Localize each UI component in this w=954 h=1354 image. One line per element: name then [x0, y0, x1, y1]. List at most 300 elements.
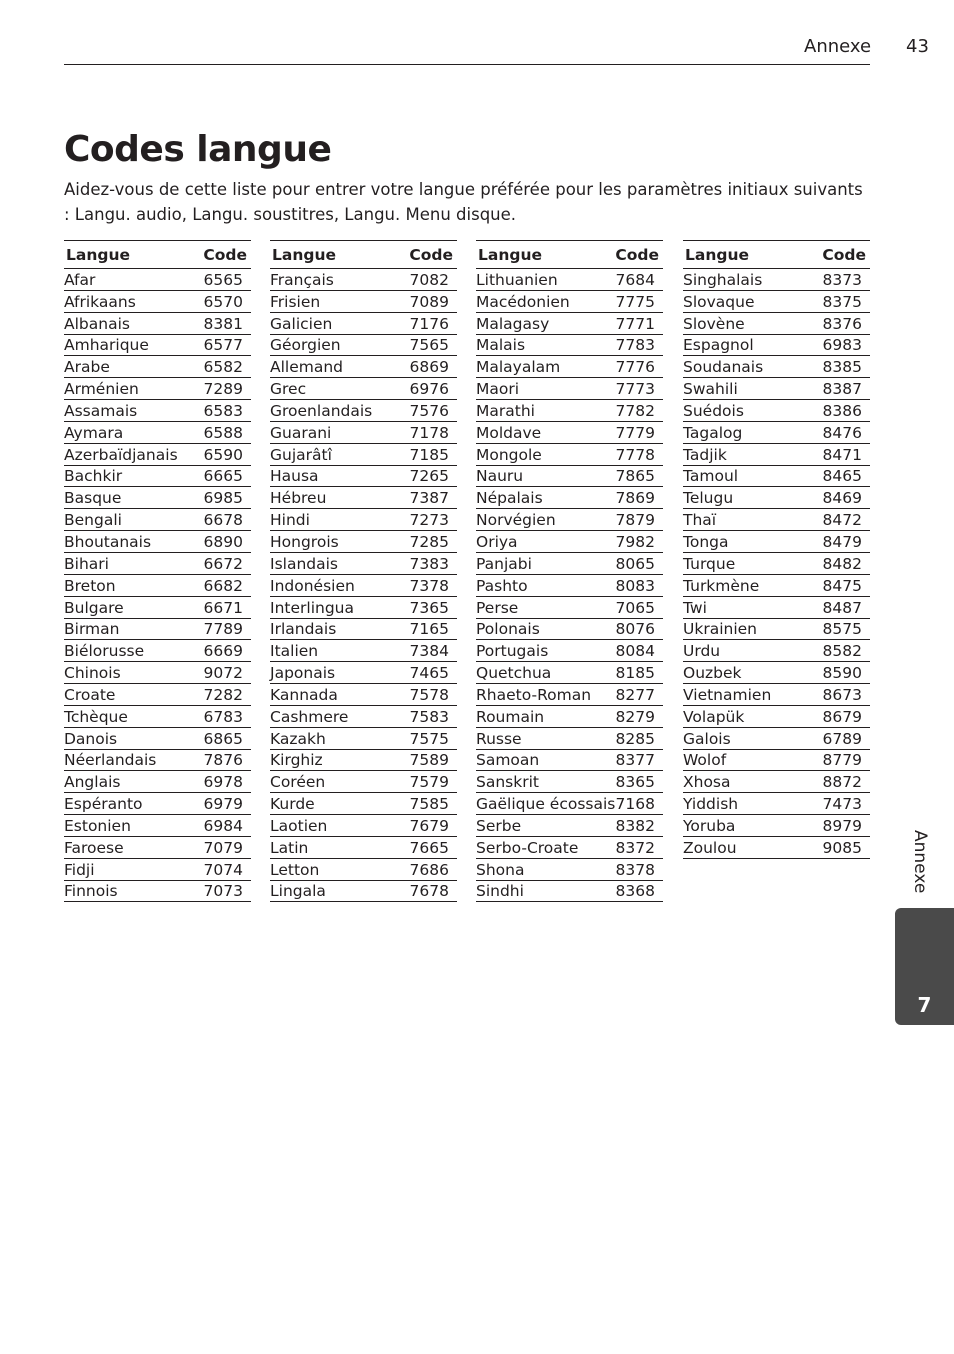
table-row — [270, 422, 457, 444]
language-code: 8375 — [822, 292, 862, 311]
language-name: Volapük — [683, 707, 745, 726]
table-row — [476, 269, 663, 291]
language-code: 7585 — [409, 795, 449, 814]
language-name: Assamais — [64, 401, 138, 420]
language-name: Guarani — [270, 423, 332, 442]
language-code: 6570 — [203, 292, 243, 311]
table-row — [476, 422, 663, 444]
table-row — [476, 313, 663, 335]
language-code: 7575 — [409, 729, 449, 748]
language-name: Hébreu — [270, 489, 327, 508]
table-row — [64, 378, 251, 400]
language-name: Maori — [476, 380, 520, 399]
language-name: Laotien — [270, 816, 328, 835]
language-name: Arménien — [64, 380, 139, 399]
language-code: 7583 — [409, 707, 449, 726]
table-row — [64, 684, 251, 706]
table-row — [683, 728, 870, 750]
table-row — [64, 487, 251, 509]
language-name: Kazakh — [270, 729, 326, 748]
language-name: Espéranto — [64, 795, 143, 814]
table-header — [64, 240, 251, 269]
language-name: Gaëlique écossais — [476, 795, 616, 814]
language-code: 7869 — [615, 489, 655, 508]
language-code: 7776 — [615, 358, 655, 377]
language-name: Danois — [64, 729, 118, 748]
table-row — [683, 466, 870, 488]
language-code: 8386 — [822, 401, 862, 420]
language-code: 8673 — [822, 685, 862, 704]
language-code: 6577 — [203, 336, 243, 355]
language-code: 6665 — [203, 467, 243, 486]
language-code: 7679 — [409, 816, 449, 835]
language-code: 7473 — [822, 795, 862, 814]
language-code: 8479 — [822, 532, 862, 551]
table-row — [64, 356, 251, 378]
language-name: Biélorusse — [64, 642, 145, 661]
language-code: 7265 — [409, 467, 449, 486]
table-row — [683, 793, 870, 815]
language-code: 6583 — [203, 401, 243, 420]
table-row — [476, 291, 663, 313]
language-name: Portugais — [476, 642, 549, 661]
language-name: Breton — [64, 576, 116, 595]
language-code: 8382 — [615, 816, 655, 835]
table-row — [476, 815, 663, 837]
language-code: 6789 — [822, 729, 862, 748]
language-code: 9085 — [822, 838, 862, 857]
language-code: 8279 — [615, 707, 655, 726]
language-name: Lingala — [270, 882, 326, 901]
language-name: Mongole — [476, 445, 542, 464]
language-code: 7778 — [615, 445, 655, 464]
language-code: 6678 — [203, 511, 243, 530]
language-name: Allemand — [270, 358, 344, 377]
language-name: Cashmere — [270, 707, 349, 726]
language-name: Tagalog — [683, 423, 743, 442]
language-code: 8365 — [615, 773, 655, 792]
table-row — [476, 378, 663, 400]
language-code: 7879 — [615, 511, 655, 530]
language-code: 7079 — [203, 838, 243, 857]
intro-paragraph: Aidez-vous de cette liste pour entrer votre langue préférée pour les paramètres initiaux suivants : Langu. audio, Langu. soustitres, Langu. Menu disque. — [64, 180, 863, 224]
language-name: Norvégien — [476, 511, 556, 530]
language-name: Bengali — [64, 511, 122, 530]
language-table — [683, 240, 870, 859]
language-code: 7378 — [409, 576, 449, 595]
table-row — [64, 771, 251, 793]
table-row — [476, 750, 663, 772]
language-code: 6976 — [409, 380, 449, 399]
language-name: Aymara — [64, 423, 124, 442]
language-name: Hongrois — [270, 532, 339, 551]
table-row — [64, 335, 251, 357]
table-row — [270, 662, 457, 684]
table-row — [270, 815, 457, 837]
language-name: Italien — [270, 642, 319, 661]
table-row — [476, 597, 663, 619]
language-code: 7465 — [409, 664, 449, 683]
language-name: Japonais — [270, 664, 336, 683]
language-name: Lithuanien — [476, 270, 558, 289]
table-row — [270, 706, 457, 728]
column-header-language: Langue — [66, 245, 131, 264]
language-name: Roumain — [476, 707, 545, 726]
language-code: 8368 — [615, 882, 655, 901]
language-code: 7783 — [615, 336, 655, 355]
language-code: 8277 — [615, 685, 655, 704]
language-code: 6783 — [203, 707, 243, 726]
language-name: Ouzbek — [683, 664, 742, 683]
language-code: 7082 — [409, 270, 449, 289]
table-row — [476, 509, 663, 531]
table-row — [683, 444, 870, 466]
language-name: Kirghiz — [270, 751, 323, 770]
language-name: Faroese — [64, 838, 124, 857]
page-number: 43 — [906, 36, 929, 57]
language-code: 7982 — [615, 532, 655, 551]
language-name: Kannada — [270, 685, 338, 704]
language-code: 8979 — [822, 816, 862, 835]
language-name: Latin — [270, 838, 309, 857]
table-row — [683, 575, 870, 597]
table-row — [64, 269, 251, 291]
column-header-code: Code — [409, 245, 453, 264]
language-name: Hindi — [270, 511, 310, 530]
table-row — [270, 509, 457, 531]
language-name: Bhoutanais — [64, 532, 152, 551]
language-name: Finnois — [64, 882, 118, 901]
language-code: 8381 — [203, 314, 243, 333]
language-code: 7684 — [615, 270, 655, 289]
table-row — [270, 313, 457, 335]
table-row — [476, 553, 663, 575]
language-code: 7565 — [409, 336, 449, 355]
language-name: Panjabi — [476, 554, 532, 573]
table-row — [64, 640, 251, 662]
language-code: 6984 — [203, 816, 243, 835]
table-row — [476, 531, 663, 553]
language-name: Arabe — [64, 358, 110, 377]
language-code: 7789 — [203, 620, 243, 639]
language-code: 6682 — [203, 576, 243, 595]
table-row — [64, 793, 251, 815]
table-row — [270, 335, 457, 357]
language-name: Wolof — [683, 751, 727, 770]
table-row — [683, 356, 870, 378]
language-name: Serbo-Croate — [476, 838, 579, 857]
language-name: Bulgare — [64, 598, 124, 617]
language-code: 8471 — [822, 445, 862, 464]
page-title: Codes langue — [64, 129, 332, 170]
table-row — [64, 553, 251, 575]
table-row — [64, 466, 251, 488]
language-code: 8377 — [615, 751, 655, 770]
language-name: Islandais — [270, 554, 338, 573]
language-name: Macédonien — [476, 292, 570, 311]
language-code: 8582 — [822, 642, 862, 661]
language-name: Français — [270, 270, 334, 289]
table-row — [64, 291, 251, 313]
table-row — [270, 684, 457, 706]
table-row — [476, 837, 663, 859]
language-name: Bihari — [64, 554, 109, 573]
table-row — [683, 662, 870, 684]
language-name: Singhalais — [683, 270, 763, 289]
table-row — [683, 422, 870, 444]
language-name: Slovène — [683, 314, 745, 333]
language-code: 6582 — [203, 358, 243, 377]
language-name: Interlingua — [270, 598, 354, 617]
language-name: Soudanais — [683, 358, 764, 377]
language-name: Telugu — [683, 489, 734, 508]
language-name: Espagnol — [683, 336, 754, 355]
table-row — [476, 728, 663, 750]
table-row — [270, 531, 457, 553]
language-name: Polonais — [476, 620, 540, 639]
table-row — [476, 793, 663, 815]
language-name: Zoulou — [683, 838, 737, 857]
language-code: 8679 — [822, 707, 862, 726]
language-code: 8482 — [822, 554, 862, 573]
language-code: 8487 — [822, 598, 862, 617]
language-code: 7773 — [615, 380, 655, 399]
table-row — [683, 750, 870, 772]
language-code: 6565 — [203, 270, 243, 289]
language-name: Twi — [683, 598, 707, 617]
table-row — [476, 575, 663, 597]
language-name: Swahili — [683, 380, 738, 399]
language-name: Basque — [64, 489, 122, 508]
language-name: Frisien — [270, 292, 321, 311]
table-row — [64, 597, 251, 619]
table-row — [683, 619, 870, 641]
language-code: 7686 — [409, 860, 449, 879]
language-code: 7089 — [409, 292, 449, 311]
language-name: Tonga — [683, 532, 729, 551]
table-row — [683, 313, 870, 335]
column-header-language: Langue — [272, 245, 337, 264]
language-name: Oriya — [476, 532, 518, 551]
language-code: 8872 — [822, 773, 862, 792]
language-code: 7678 — [409, 882, 449, 901]
language-name: Nauru — [476, 467, 524, 486]
language-name: Hausa — [270, 467, 319, 486]
table-row — [270, 356, 457, 378]
language-name: Estonien — [64, 816, 131, 835]
table-header — [270, 240, 457, 269]
language-name: Perse — [476, 598, 519, 617]
language-name: Irlandais — [270, 620, 337, 639]
table-row — [64, 619, 251, 641]
language-code: 8472 — [822, 511, 862, 530]
table-row — [270, 771, 457, 793]
table-row — [64, 859, 251, 881]
language-name: Malagasy — [476, 314, 550, 333]
language-code: 7589 — [409, 751, 449, 770]
language-name: Serbe — [476, 816, 522, 835]
table-row — [683, 269, 870, 291]
language-name: Amharique — [64, 336, 149, 355]
language-code: 7289 — [203, 380, 243, 399]
language-code: 6890 — [203, 532, 243, 551]
table-row — [270, 597, 457, 619]
language-code: 7771 — [615, 314, 655, 333]
language-name: Anglais — [64, 773, 121, 792]
language-code: 8385 — [822, 358, 862, 377]
language-code: 8475 — [822, 576, 862, 595]
table-row — [476, 335, 663, 357]
language-name: Coréen — [270, 773, 326, 792]
table-row — [64, 531, 251, 553]
language-name: Malayalam — [476, 358, 561, 377]
language-name: Galicien — [270, 314, 333, 333]
language-name: Galois — [683, 729, 731, 748]
table-row — [270, 553, 457, 575]
language-table — [64, 240, 251, 902]
language-code: 7073 — [203, 882, 243, 901]
column-header-language: Langue — [685, 245, 750, 264]
table-row — [683, 400, 870, 422]
language-code: 6978 — [203, 773, 243, 792]
language-name: Birman — [64, 620, 120, 639]
language-code: 8465 — [822, 467, 862, 486]
table-row — [64, 509, 251, 531]
language-code: 6669 — [203, 642, 243, 661]
language-name: Yoruba — [683, 816, 736, 835]
language-code: 7578 — [409, 685, 449, 704]
language-code: 6588 — [203, 423, 243, 442]
table-row — [683, 487, 870, 509]
table-row — [476, 640, 663, 662]
language-name: Yiddish — [683, 795, 739, 814]
language-code: 6671 — [203, 598, 243, 617]
table-row — [270, 619, 457, 641]
language-name: Slovaque — [683, 292, 755, 311]
language-code: 7665 — [409, 838, 449, 857]
language-name: Afar — [64, 270, 96, 289]
language-name: Moldave — [476, 423, 542, 442]
table-row — [270, 837, 457, 859]
table-row — [270, 378, 457, 400]
table-row — [270, 400, 457, 422]
language-code: 7779 — [615, 423, 655, 442]
language-code: 7383 — [409, 554, 449, 573]
table-row — [683, 509, 870, 531]
language-code: 8065 — [615, 554, 655, 573]
language-name: Bachkir — [64, 467, 123, 486]
language-code: 7579 — [409, 773, 449, 792]
language-name: Sanskrit — [476, 773, 539, 792]
language-name: Marathi — [476, 401, 535, 420]
language-name: Russe — [476, 729, 522, 748]
language-name: Samoan — [476, 751, 540, 770]
table-row — [476, 400, 663, 422]
table-row — [476, 487, 663, 509]
language-code: 8373 — [822, 270, 862, 289]
language-code: 8084 — [615, 642, 655, 661]
language-name: Azerbaïdjanais — [64, 445, 178, 464]
table-row — [683, 531, 870, 553]
language-code: 8575 — [822, 620, 862, 639]
table-row — [270, 728, 457, 750]
language-code: 7576 — [409, 401, 449, 420]
table-row — [683, 771, 870, 793]
language-code: 6985 — [203, 489, 243, 508]
language-code: 8476 — [822, 423, 862, 442]
language-name: Grec — [270, 380, 307, 399]
language-table — [476, 240, 663, 902]
table-row — [270, 269, 457, 291]
language-code: 7282 — [203, 685, 243, 704]
language-name: Shona — [476, 860, 525, 879]
table-row — [683, 553, 870, 575]
language-name: Kurde — [270, 795, 315, 814]
table-row — [270, 444, 457, 466]
language-code: 7775 — [615, 292, 655, 311]
language-name: Quetchua — [476, 664, 552, 683]
language-name: Urdu — [683, 642, 721, 661]
column-header-code: Code — [203, 245, 247, 264]
table-row — [476, 466, 663, 488]
language-name: Albanais — [64, 314, 130, 333]
table-row — [270, 881, 457, 903]
language-name: Malais — [476, 336, 526, 355]
language-name: Afrikaans — [64, 292, 136, 311]
table-row — [64, 815, 251, 837]
table-row — [476, 444, 663, 466]
chapter-tab — [895, 908, 954, 1025]
language-code: 8076 — [615, 620, 655, 639]
language-code: 6865 — [203, 729, 243, 748]
language-code: 8378 — [615, 860, 655, 879]
table-row — [683, 706, 870, 728]
table-row — [270, 575, 457, 597]
table-header — [476, 240, 663, 269]
header-rule — [64, 64, 870, 65]
language-code: 8376 — [822, 314, 862, 333]
table-row — [64, 728, 251, 750]
language-code: 8372 — [615, 838, 655, 857]
table-row — [476, 662, 663, 684]
table-row — [64, 444, 251, 466]
table-row — [476, 684, 663, 706]
table-row — [683, 815, 870, 837]
table-row — [683, 378, 870, 400]
table-row — [64, 400, 251, 422]
language-name: Néerlandais — [64, 751, 157, 770]
table-row — [476, 619, 663, 641]
language-code: 6979 — [203, 795, 243, 814]
table-row — [683, 684, 870, 706]
table-row — [64, 837, 251, 859]
language-code: 7176 — [409, 314, 449, 333]
language-name: Turque — [683, 554, 736, 573]
language-name: Xhosa — [683, 773, 731, 792]
table-row — [270, 487, 457, 509]
language-name: Tamoul — [683, 467, 739, 486]
language-name: Letton — [270, 860, 320, 879]
language-name: Thaï — [683, 511, 717, 530]
language-name: Ukrainien — [683, 620, 757, 639]
language-code: 7065 — [615, 598, 655, 617]
language-code: 7387 — [409, 489, 449, 508]
language-table — [270, 240, 457, 902]
language-code: 7074 — [203, 860, 243, 879]
language-code: 7273 — [409, 511, 449, 530]
language-code: 7185 — [409, 445, 449, 464]
language-name: Tchèque — [64, 707, 128, 726]
